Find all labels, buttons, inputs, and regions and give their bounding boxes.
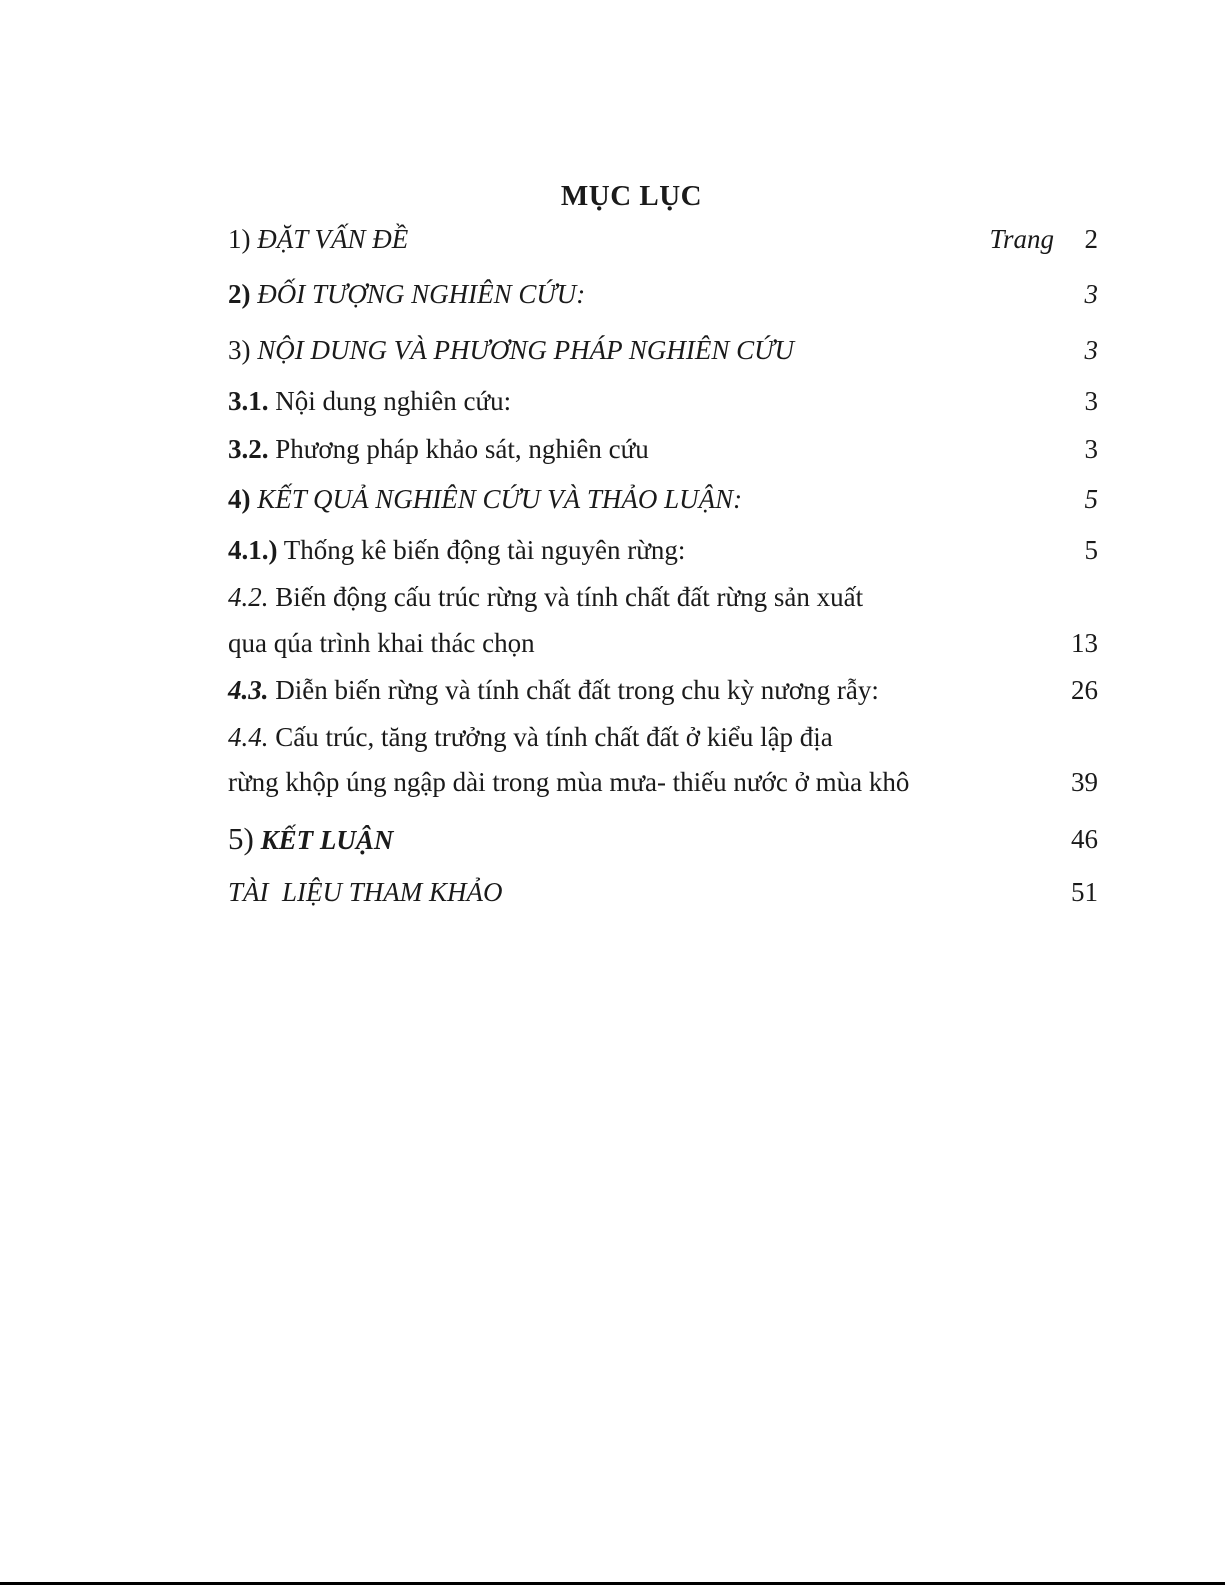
toc-entry-number: 4.4. (228, 722, 269, 752)
toc-entry-label: Phương pháp khảo sát, nghiên cứu (275, 434, 649, 464)
toc-entry-4-1 (228, 533, 1098, 567)
toc-entry-label: Diễn biến rừng và tính chất đất trong chu kỳ nương rẫy: (275, 675, 879, 705)
toc-entry-number: 5) (228, 821, 254, 856)
toc-entry-label: ĐỐI TƯỢNG NGHIÊN CỨU: (257, 279, 586, 309)
toc-entry-page: 3 (1084, 386, 1098, 416)
toc-entry-4-2-continued (228, 626, 1098, 660)
toc-entry-4-4-continued (228, 765, 1098, 799)
toc-entry-label: KẾT QUẢ NGHIÊN CỨU VÀ THẢO LUẬN: (257, 484, 743, 514)
toc-entry-page: 51 (1071, 877, 1098, 907)
toc-entry-number: 4.3. (228, 675, 269, 705)
toc-entry-page: 39 (1071, 767, 1098, 797)
toc-entry-page: 13 (1071, 628, 1098, 658)
toc-entry-page: 3 (1084, 335, 1098, 365)
toc-entry-number: 3.2. (228, 434, 269, 464)
toc-entry-number: 3) (228, 335, 251, 365)
toc-entry-3 (228, 333, 1098, 367)
toc-entry-label: KẾT LUẬN (260, 825, 394, 855)
toc-entry-label-continued: qua qúa trình khai thác chọn (228, 628, 535, 658)
toc-entry-page: 5 (1084, 484, 1098, 514)
toc-entry-4-4 (228, 720, 1098, 754)
toc-trang-label: Trang (989, 224, 1054, 254)
toc-entry-label: TÀI LIỆU THAM KHẢO (228, 877, 503, 907)
toc-entry-label: Cấu trúc, tăng trưởng và tính chất đất ở kiểu lập địa (275, 722, 833, 752)
toc-entry-page: 3 (1084, 434, 1098, 464)
toc-entry-label: Nội dung nghiên cứu: (275, 386, 512, 416)
toc-entry-label: NỘI DUNG VÀ PHƯƠNG PHÁP NGHIÊN CỨU (257, 335, 794, 365)
toc-entry-label: Thống kê biến động tài nguyên rừng: (283, 535, 686, 565)
toc-entry-4-3 (228, 673, 1098, 707)
toc-entry-page: 5 (1084, 535, 1098, 565)
toc-entry-page: 26 (1071, 675, 1098, 705)
toc-entry-4-2 (228, 580, 1098, 614)
toc-entry-label: Biến động cấu trúc rừng và tính chất đất rừng sản xuất (275, 582, 864, 612)
toc-entry-3-2 (228, 432, 1098, 466)
toc-entry-4 (228, 482, 1098, 516)
toc-entry-number: 4) (228, 484, 251, 514)
toc-entry-label: ĐẶT VẤN ĐỀ (257, 224, 409, 254)
toc-entry-page: 3 (1084, 279, 1098, 309)
toc-entry-number: 4.1.) (228, 535, 278, 565)
toc-entry-references (228, 875, 1098, 909)
toc-entry-1 (228, 222, 1098, 256)
toc-entry-2 (228, 277, 1098, 311)
page-title: MỤC LỤC (560, 180, 703, 212)
toc-entry-label-continued: rừng khộp úng ngập dài trong mùa mưa- thiếu nước ở mùa khô (228, 767, 910, 797)
toc-entry-number: 4.2. (228, 582, 269, 612)
toc-entry-5 (228, 822, 1098, 857)
toc-entry-number: 3.1. (228, 386, 269, 416)
toc-entry-page: 46 (1071, 824, 1098, 854)
toc-entry-3-1 (228, 384, 1098, 418)
toc-entry-number: 1) (228, 224, 251, 254)
toc-entry-page: 2 (1084, 224, 1098, 254)
toc-entry-number: 2) (228, 279, 251, 309)
